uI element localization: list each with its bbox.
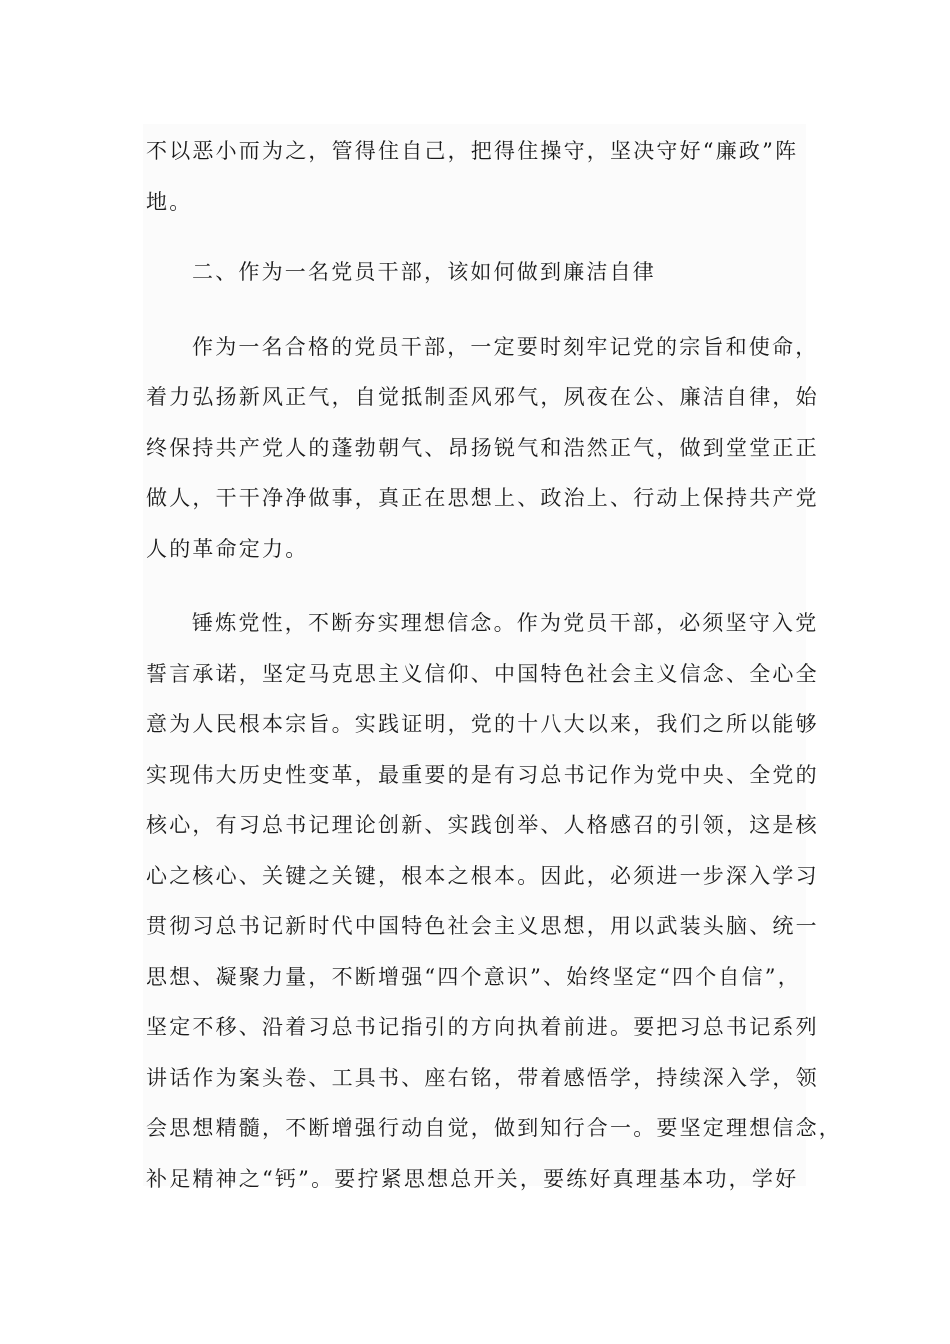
text-line: 不以恶小而为之，管得住自己，把得住操守，坚决守好“廉政”阵 (146, 139, 799, 163)
paragraph-1 (146, 126, 801, 227)
text-line: 作为一名合格的党员干部，一定要时刻牢记党的宗旨和使命， (192, 334, 819, 359)
text-line: 誓言承诺，坚定马克思主义信仰、中国特色社会主义信念、全心全 (146, 661, 819, 686)
paragraph-2 (146, 322, 819, 575)
text-line: 锤炼党性，不断夯实理想信念。作为党员干部，必须坚守入党 (192, 611, 819, 635)
text-line: 终保持共产党人的蓬勃朝气、昂扬锐气和浩然正气，做到堂堂正正 (146, 435, 819, 460)
heading-text: 二、作为一名党员干部，该如何做到廉洁自律 (192, 260, 656, 284)
text-line: 补足精神之“钙”。要拧紧思想总开关，要练好真理基本功，学好 (146, 1166, 799, 1191)
text-line: 实现伟大历史性变革，最重要的是有习总书记作为党中央、全党的 (146, 762, 819, 787)
paragraph-3 (146, 598, 842, 1204)
text-line: 做人，干干净净做事，真正在思想上、政治上、行动上保持共产党 (146, 486, 819, 510)
text-line: 讲话作为案头卷、工具书、座右铭，带着感悟学，持续深入学，领 (146, 1065, 819, 1090)
text-line: 心之核心、关键之关键，根本之根本。因此，必须进一步深入学习 (146, 863, 819, 888)
document-body (146, 126, 842, 1204)
text-line: 着力弘扬新风正气，自觉抵制歪风邪气，夙夜在公、廉洁自律，始 (146, 385, 819, 409)
text-line: 思想、凝聚力量，不断增强“四个意识”、始终坚定“四个自信”， (146, 964, 801, 989)
text-line: 人的革命定力。 (146, 536, 309, 561)
text-line: 意为人民根本宗旨。实践证明，党的十八大以来，我们之所以能够 (146, 712, 819, 736)
text-line: 地。 (146, 189, 193, 214)
text-line: 坚定不移、沿着习总书记指引的方向执着前进。要把习总书记系列 (146, 1015, 819, 1039)
text-line: 会思想精髓，不断增强行动自觉，做到知行合一。要坚定理想信念， (146, 1116, 842, 1140)
section-heading-2 (146, 247, 801, 298)
text-line: 核心，有习总书记理论创新、实践创举、人格感召的引领，这是核 (146, 813, 819, 837)
text-line: 贯彻习总书记新时代中国特色社会主义思想，用以武装头脑、统一 (146, 914, 819, 938)
